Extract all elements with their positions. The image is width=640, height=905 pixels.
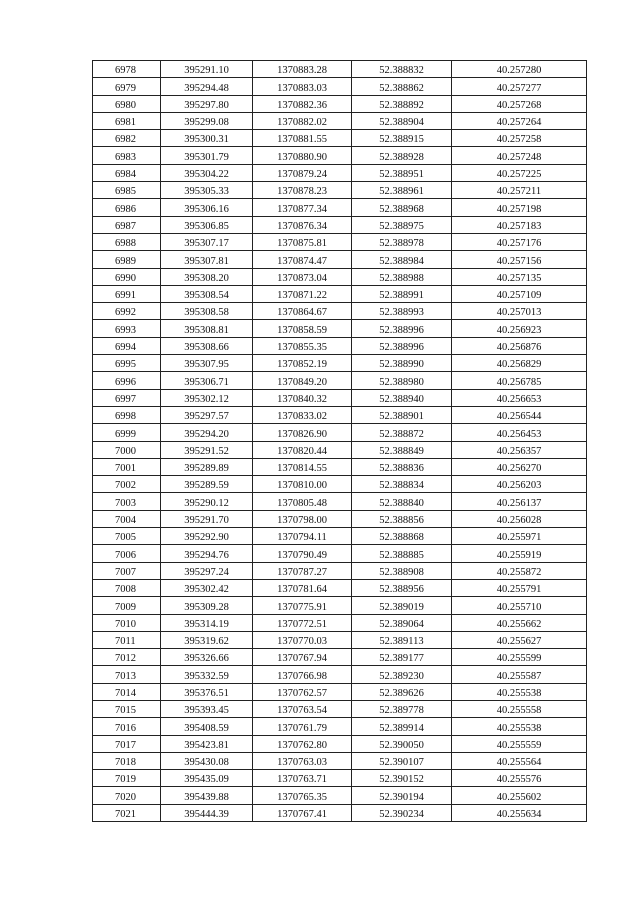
x-coordinate-cell: 395294.48 bbox=[161, 78, 253, 95]
latitude-cell: 52.388885 bbox=[352, 545, 452, 562]
longitude-cell: 40.255602 bbox=[452, 787, 587, 804]
latitude-cell: 52.388993 bbox=[352, 303, 452, 320]
latitude-cell: 52.388988 bbox=[352, 268, 452, 285]
longitude-cell: 40.255576 bbox=[452, 770, 587, 787]
table-row bbox=[93, 61, 587, 78]
longitude-cell: 40.257277 bbox=[452, 78, 587, 95]
longitude-cell: 40.255587 bbox=[452, 666, 587, 683]
latitude-cell: 52.388856 bbox=[352, 510, 452, 527]
point-number-cell: 6995 bbox=[93, 355, 161, 372]
latitude-cell: 52.388978 bbox=[352, 233, 452, 250]
table-row bbox=[93, 95, 587, 112]
latitude-cell: 52.388975 bbox=[352, 216, 452, 233]
table-row bbox=[93, 147, 587, 164]
y-coordinate-cell: 1370763.71 bbox=[253, 770, 352, 787]
y-coordinate-cell: 1370873.04 bbox=[253, 268, 352, 285]
longitude-cell: 40.256357 bbox=[452, 441, 587, 458]
table-row bbox=[93, 199, 587, 216]
longitude-cell: 40.257156 bbox=[452, 251, 587, 268]
x-coordinate-cell: 395301.79 bbox=[161, 147, 253, 164]
x-coordinate-cell: 395307.95 bbox=[161, 355, 253, 372]
point-number-cell: 7018 bbox=[93, 752, 161, 769]
latitude-cell: 52.390107 bbox=[352, 752, 452, 769]
x-coordinate-cell: 395332.59 bbox=[161, 666, 253, 683]
x-coordinate-cell: 395376.51 bbox=[161, 683, 253, 700]
latitude-cell: 52.388892 bbox=[352, 95, 452, 112]
y-coordinate-cell: 1370833.02 bbox=[253, 406, 352, 423]
y-coordinate-cell: 1370849.20 bbox=[253, 372, 352, 389]
point-number-cell: 6981 bbox=[93, 112, 161, 129]
x-coordinate-cell: 395393.45 bbox=[161, 700, 253, 717]
latitude-cell: 52.390050 bbox=[352, 735, 452, 752]
table-row bbox=[93, 251, 587, 268]
x-coordinate-cell: 395308.20 bbox=[161, 268, 253, 285]
longitude-cell: 40.256653 bbox=[452, 389, 587, 406]
latitude-cell: 52.389019 bbox=[352, 597, 452, 614]
table-row bbox=[93, 78, 587, 95]
latitude-cell: 52.388872 bbox=[352, 424, 452, 441]
longitude-cell: 40.255791 bbox=[452, 579, 587, 596]
longitude-cell: 40.255538 bbox=[452, 718, 587, 735]
y-coordinate-cell: 1370762.57 bbox=[253, 683, 352, 700]
x-coordinate-cell: 395306.85 bbox=[161, 216, 253, 233]
point-number-cell: 6997 bbox=[93, 389, 161, 406]
point-number-cell: 7006 bbox=[93, 545, 161, 562]
latitude-cell: 52.388996 bbox=[352, 320, 452, 337]
longitude-cell: 40.256544 bbox=[452, 406, 587, 423]
x-coordinate-cell: 395290.12 bbox=[161, 493, 253, 510]
x-coordinate-cell: 395289.89 bbox=[161, 458, 253, 475]
table-row bbox=[93, 130, 587, 147]
x-coordinate-cell: 395297.24 bbox=[161, 562, 253, 579]
x-coordinate-cell: 395326.66 bbox=[161, 649, 253, 666]
x-coordinate-cell: 395302.42 bbox=[161, 579, 253, 596]
latitude-cell: 52.389778 bbox=[352, 700, 452, 717]
point-number-cell: 7010 bbox=[93, 614, 161, 631]
x-coordinate-cell: 395308.54 bbox=[161, 285, 253, 302]
x-coordinate-cell: 395319.62 bbox=[161, 631, 253, 648]
coordinates-table bbox=[92, 60, 587, 822]
longitude-cell: 40.257211 bbox=[452, 182, 587, 199]
table-row bbox=[93, 355, 587, 372]
table-row bbox=[93, 735, 587, 752]
latitude-cell: 52.388996 bbox=[352, 337, 452, 354]
point-number-cell: 6982 bbox=[93, 130, 161, 147]
point-number-cell: 7004 bbox=[93, 510, 161, 527]
y-coordinate-cell: 1370878.23 bbox=[253, 182, 352, 199]
x-coordinate-cell: 395291.70 bbox=[161, 510, 253, 527]
table-row bbox=[93, 182, 587, 199]
longitude-cell: 40.255627 bbox=[452, 631, 587, 648]
y-coordinate-cell: 1370881.55 bbox=[253, 130, 352, 147]
y-coordinate-cell: 1370781.64 bbox=[253, 579, 352, 596]
latitude-cell: 52.388968 bbox=[352, 199, 452, 216]
point-number-cell: 7007 bbox=[93, 562, 161, 579]
longitude-cell: 40.255599 bbox=[452, 649, 587, 666]
point-number-cell: 6996 bbox=[93, 372, 161, 389]
x-coordinate-cell: 395308.66 bbox=[161, 337, 253, 354]
table-row bbox=[93, 528, 587, 545]
point-number-cell: 6987 bbox=[93, 216, 161, 233]
longitude-cell: 40.255634 bbox=[452, 804, 587, 821]
longitude-cell: 40.256028 bbox=[452, 510, 587, 527]
y-coordinate-cell: 1370765.35 bbox=[253, 787, 352, 804]
y-coordinate-cell: 1370814.55 bbox=[253, 458, 352, 475]
point-number-cell: 6979 bbox=[93, 78, 161, 95]
y-coordinate-cell: 1370826.90 bbox=[253, 424, 352, 441]
y-coordinate-cell: 1370877.34 bbox=[253, 199, 352, 216]
point-number-cell: 7008 bbox=[93, 579, 161, 596]
point-number-cell: 6991 bbox=[93, 285, 161, 302]
latitude-cell: 52.388956 bbox=[352, 579, 452, 596]
point-number-cell: 6986 bbox=[93, 199, 161, 216]
x-coordinate-cell: 395308.81 bbox=[161, 320, 253, 337]
y-coordinate-cell: 1370772.51 bbox=[253, 614, 352, 631]
table-row bbox=[93, 545, 587, 562]
table-row bbox=[93, 268, 587, 285]
y-coordinate-cell: 1370875.81 bbox=[253, 233, 352, 250]
point-number-cell: 6983 bbox=[93, 147, 161, 164]
longitude-cell: 40.256876 bbox=[452, 337, 587, 354]
table-row bbox=[93, 700, 587, 717]
y-coordinate-cell: 1370763.54 bbox=[253, 700, 352, 717]
x-coordinate-cell: 395423.81 bbox=[161, 735, 253, 752]
latitude-cell: 52.388836 bbox=[352, 458, 452, 475]
y-coordinate-cell: 1370879.24 bbox=[253, 164, 352, 181]
y-coordinate-cell: 1370840.32 bbox=[253, 389, 352, 406]
y-coordinate-cell: 1370880.90 bbox=[253, 147, 352, 164]
longitude-cell: 40.255710 bbox=[452, 597, 587, 614]
x-coordinate-cell: 395309.28 bbox=[161, 597, 253, 614]
point-number-cell: 7021 bbox=[93, 804, 161, 821]
x-coordinate-cell: 395292.90 bbox=[161, 528, 253, 545]
point-number-cell: 6985 bbox=[93, 182, 161, 199]
longitude-cell: 40.257268 bbox=[452, 95, 587, 112]
table-row bbox=[93, 597, 587, 614]
y-coordinate-cell: 1370855.35 bbox=[253, 337, 352, 354]
x-coordinate-cell: 395305.33 bbox=[161, 182, 253, 199]
y-coordinate-cell: 1370810.00 bbox=[253, 476, 352, 493]
longitude-cell: 40.256829 bbox=[452, 355, 587, 372]
longitude-cell: 40.257258 bbox=[452, 130, 587, 147]
y-coordinate-cell: 1370798.00 bbox=[253, 510, 352, 527]
table-row bbox=[93, 562, 587, 579]
longitude-cell: 40.256923 bbox=[452, 320, 587, 337]
y-coordinate-cell: 1370882.36 bbox=[253, 95, 352, 112]
x-coordinate-cell: 395408.59 bbox=[161, 718, 253, 735]
x-coordinate-cell: 395299.08 bbox=[161, 112, 253, 129]
point-number-cell: 7011 bbox=[93, 631, 161, 648]
y-coordinate-cell: 1370882.02 bbox=[253, 112, 352, 129]
latitude-cell: 52.390194 bbox=[352, 787, 452, 804]
latitude-cell: 52.388904 bbox=[352, 112, 452, 129]
longitude-cell: 40.255558 bbox=[452, 700, 587, 717]
latitude-cell: 52.388991 bbox=[352, 285, 452, 302]
point-number-cell: 6994 bbox=[93, 337, 161, 354]
table-row bbox=[93, 649, 587, 666]
y-coordinate-cell: 1370876.34 bbox=[253, 216, 352, 233]
point-number-cell: 6990 bbox=[93, 268, 161, 285]
table-row bbox=[93, 804, 587, 821]
longitude-cell: 40.255538 bbox=[452, 683, 587, 700]
table-row bbox=[93, 614, 587, 631]
x-coordinate-cell: 395444.39 bbox=[161, 804, 253, 821]
point-number-cell: 6999 bbox=[93, 424, 161, 441]
x-coordinate-cell: 395308.58 bbox=[161, 303, 253, 320]
latitude-cell: 52.388990 bbox=[352, 355, 452, 372]
point-number-cell: 7001 bbox=[93, 458, 161, 475]
point-number-cell: 7005 bbox=[93, 528, 161, 545]
longitude-cell: 40.257135 bbox=[452, 268, 587, 285]
table-row bbox=[93, 320, 587, 337]
x-coordinate-cell: 395314.19 bbox=[161, 614, 253, 631]
latitude-cell: 52.389914 bbox=[352, 718, 452, 735]
table-row bbox=[93, 493, 587, 510]
y-coordinate-cell: 1370767.41 bbox=[253, 804, 352, 821]
x-coordinate-cell: 395297.57 bbox=[161, 406, 253, 423]
latitude-cell: 52.388834 bbox=[352, 476, 452, 493]
x-coordinate-cell: 395294.20 bbox=[161, 424, 253, 441]
point-number-cell: 6992 bbox=[93, 303, 161, 320]
x-coordinate-cell: 395300.31 bbox=[161, 130, 253, 147]
latitude-cell: 52.388832 bbox=[352, 61, 452, 78]
latitude-cell: 52.388915 bbox=[352, 130, 452, 147]
point-number-cell: 7000 bbox=[93, 441, 161, 458]
longitude-cell: 40.255662 bbox=[452, 614, 587, 631]
x-coordinate-cell: 395294.76 bbox=[161, 545, 253, 562]
longitude-cell: 40.255971 bbox=[452, 528, 587, 545]
latitude-cell: 52.388984 bbox=[352, 251, 452, 268]
table-row bbox=[93, 770, 587, 787]
coordinates-table-body bbox=[93, 61, 587, 822]
y-coordinate-cell: 1370883.28 bbox=[253, 61, 352, 78]
longitude-cell: 40.257280 bbox=[452, 61, 587, 78]
point-number-cell: 7017 bbox=[93, 735, 161, 752]
latitude-cell: 52.388868 bbox=[352, 528, 452, 545]
table-row bbox=[93, 337, 587, 354]
point-number-cell: 7015 bbox=[93, 700, 161, 717]
point-number-cell: 6998 bbox=[93, 406, 161, 423]
x-coordinate-cell: 395430.08 bbox=[161, 752, 253, 769]
longitude-cell: 40.256785 bbox=[452, 372, 587, 389]
table-row bbox=[93, 389, 587, 406]
longitude-cell: 40.255919 bbox=[452, 545, 587, 562]
longitude-cell: 40.256270 bbox=[452, 458, 587, 475]
table-row bbox=[93, 233, 587, 250]
longitude-cell: 40.255559 bbox=[452, 735, 587, 752]
table-row bbox=[93, 631, 587, 648]
table-row bbox=[93, 476, 587, 493]
point-number-cell: 6978 bbox=[93, 61, 161, 78]
y-coordinate-cell: 1370775.91 bbox=[253, 597, 352, 614]
latitude-cell: 52.388862 bbox=[352, 78, 452, 95]
y-coordinate-cell: 1370790.49 bbox=[253, 545, 352, 562]
y-coordinate-cell: 1370763.03 bbox=[253, 752, 352, 769]
y-coordinate-cell: 1370883.03 bbox=[253, 78, 352, 95]
latitude-cell: 52.388849 bbox=[352, 441, 452, 458]
table-row bbox=[93, 164, 587, 181]
point-number-cell: 6984 bbox=[93, 164, 161, 181]
latitude-cell: 52.388961 bbox=[352, 182, 452, 199]
longitude-cell: 40.257176 bbox=[452, 233, 587, 250]
table-row bbox=[93, 579, 587, 596]
point-number-cell: 7016 bbox=[93, 718, 161, 735]
y-coordinate-cell: 1370805.48 bbox=[253, 493, 352, 510]
x-coordinate-cell: 395304.22 bbox=[161, 164, 253, 181]
x-coordinate-cell: 395302.12 bbox=[161, 389, 253, 406]
latitude-cell: 52.388901 bbox=[352, 406, 452, 423]
longitude-cell: 40.257264 bbox=[452, 112, 587, 129]
y-coordinate-cell: 1370858.59 bbox=[253, 320, 352, 337]
y-coordinate-cell: 1370794.11 bbox=[253, 528, 352, 545]
table-row bbox=[93, 510, 587, 527]
table-row bbox=[93, 424, 587, 441]
point-number-cell: 7009 bbox=[93, 597, 161, 614]
y-coordinate-cell: 1370852.19 bbox=[253, 355, 352, 372]
y-coordinate-cell: 1370787.27 bbox=[253, 562, 352, 579]
latitude-cell: 52.389230 bbox=[352, 666, 452, 683]
latitude-cell: 52.390152 bbox=[352, 770, 452, 787]
point-number-cell: 6993 bbox=[93, 320, 161, 337]
latitude-cell: 52.388951 bbox=[352, 164, 452, 181]
x-coordinate-cell: 395289.59 bbox=[161, 476, 253, 493]
longitude-cell: 40.255564 bbox=[452, 752, 587, 769]
y-coordinate-cell: 1370874.47 bbox=[253, 251, 352, 268]
point-number-cell: 7003 bbox=[93, 493, 161, 510]
point-number-cell: 6980 bbox=[93, 95, 161, 112]
longitude-cell: 40.257198 bbox=[452, 199, 587, 216]
x-coordinate-cell: 395306.71 bbox=[161, 372, 253, 389]
y-coordinate-cell: 1370864.67 bbox=[253, 303, 352, 320]
longitude-cell: 40.256137 bbox=[452, 493, 587, 510]
latitude-cell: 52.389177 bbox=[352, 649, 452, 666]
latitude-cell: 52.388980 bbox=[352, 372, 452, 389]
x-coordinate-cell: 395306.16 bbox=[161, 199, 253, 216]
y-coordinate-cell: 1370770.03 bbox=[253, 631, 352, 648]
longitude-cell: 40.257248 bbox=[452, 147, 587, 164]
longitude-cell: 40.257183 bbox=[452, 216, 587, 233]
y-coordinate-cell: 1370820.44 bbox=[253, 441, 352, 458]
table-row bbox=[93, 216, 587, 233]
point-number-cell: 7002 bbox=[93, 476, 161, 493]
x-coordinate-cell: 395435.09 bbox=[161, 770, 253, 787]
point-number-cell: 7014 bbox=[93, 683, 161, 700]
table-row bbox=[93, 666, 587, 683]
y-coordinate-cell: 1370762.80 bbox=[253, 735, 352, 752]
x-coordinate-cell: 395291.10 bbox=[161, 61, 253, 78]
longitude-cell: 40.257225 bbox=[452, 164, 587, 181]
table-row bbox=[93, 406, 587, 423]
latitude-cell: 52.389064 bbox=[352, 614, 452, 631]
longitude-cell: 40.256453 bbox=[452, 424, 587, 441]
latitude-cell: 52.389626 bbox=[352, 683, 452, 700]
latitude-cell: 52.388840 bbox=[352, 493, 452, 510]
point-number-cell: 7013 bbox=[93, 666, 161, 683]
point-number-cell: 7012 bbox=[93, 649, 161, 666]
x-coordinate-cell: 395291.52 bbox=[161, 441, 253, 458]
point-number-cell: 6988 bbox=[93, 233, 161, 250]
table-row bbox=[93, 787, 587, 804]
table-row bbox=[93, 112, 587, 129]
longitude-cell: 40.256203 bbox=[452, 476, 587, 493]
y-coordinate-cell: 1370761.79 bbox=[253, 718, 352, 735]
point-number-cell: 6989 bbox=[93, 251, 161, 268]
y-coordinate-cell: 1370766.98 bbox=[253, 666, 352, 683]
table-row bbox=[93, 458, 587, 475]
point-number-cell: 7019 bbox=[93, 770, 161, 787]
y-coordinate-cell: 1370871.22 bbox=[253, 285, 352, 302]
latitude-cell: 52.388928 bbox=[352, 147, 452, 164]
table-row bbox=[93, 752, 587, 769]
table-row bbox=[93, 683, 587, 700]
latitude-cell: 52.390234 bbox=[352, 804, 452, 821]
x-coordinate-cell: 395297.80 bbox=[161, 95, 253, 112]
table-row bbox=[93, 441, 587, 458]
point-number-cell: 7020 bbox=[93, 787, 161, 804]
longitude-cell: 40.255872 bbox=[452, 562, 587, 579]
table-row bbox=[93, 372, 587, 389]
latitude-cell: 52.389113 bbox=[352, 631, 452, 648]
latitude-cell: 52.388940 bbox=[352, 389, 452, 406]
y-coordinate-cell: 1370767.94 bbox=[253, 649, 352, 666]
table-row bbox=[93, 285, 587, 302]
x-coordinate-cell: 395439.88 bbox=[161, 787, 253, 804]
longitude-cell: 40.257013 bbox=[452, 303, 587, 320]
longitude-cell: 40.257109 bbox=[452, 285, 587, 302]
latitude-cell: 52.388908 bbox=[352, 562, 452, 579]
table-row bbox=[93, 303, 587, 320]
x-coordinate-cell: 395307.81 bbox=[161, 251, 253, 268]
x-coordinate-cell: 395307.17 bbox=[161, 233, 253, 250]
table-row bbox=[93, 718, 587, 735]
